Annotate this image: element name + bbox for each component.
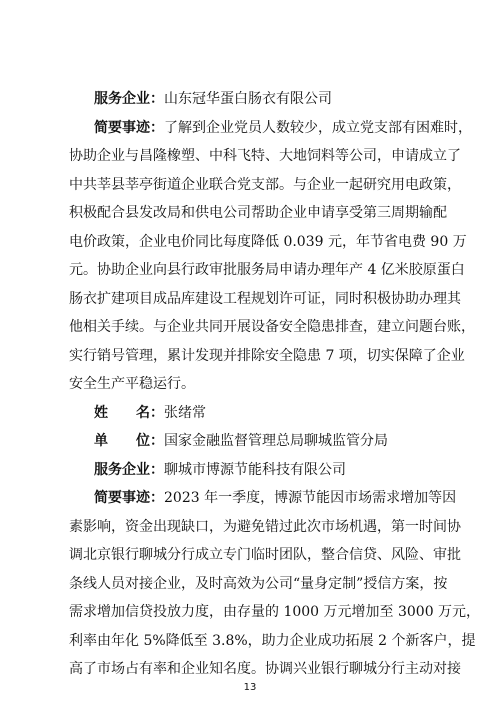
summary-line: 了解到企业党员人数较少，成立党支部有困难时，: [164, 120, 472, 136]
summary-line: 高了市场占有率和企业知名度。协调兴业银行聊城分行主动对接: [69, 661, 461, 677]
summary-label: 简要事迹：: [94, 120, 164, 136]
summary-line: 利率由年化 5%降低至 3.8%，助力企业成功拓展 2 个新客户，提: [69, 633, 476, 649]
summary-line: 素影响，资金出现缺口，为避免错过此次市场机遇，第一时间协: [69, 519, 461, 535]
service-enterprise-label: 服务企业：: [94, 91, 164, 107]
summary-line: 需求增加信贷投放力度，由存量的 1000 万元增加至 3000 万元，: [69, 604, 481, 620]
name-value: 张绪常: [164, 405, 206, 421]
summary-line: 2023 年一季度，博源节能因市场需求增加等因: [164, 490, 457, 506]
summary-line: 电价政策，企业电价同比每度降低 0.039 元，年节省电费 90 万: [69, 234, 467, 250]
summary-line: 肠衣扩建项目成品库建设工程规划许可证，同时积极协助办理其: [69, 291, 461, 307]
summary-line: 协助企业与昌隆橡塑、中科飞特、大地饲料等公司，申请成立了: [69, 148, 461, 164]
summary-line: 安全生产平稳运行。: [69, 376, 195, 392]
summary-line: 积极配合县发改局和供电公司帮助企业申请享受第三周期输配: [69, 205, 447, 221]
unit-label: 单 位：: [94, 433, 164, 449]
summary-line: 元。协助企业向县行政审批服务局申请办理年产 4 亿米胶原蛋白: [69, 262, 465, 278]
name-label: 姓 名：: [94, 405, 164, 421]
name-row: [94, 403, 441, 423]
service-enterprise-row: [94, 89, 441, 109]
service-enterprise-row: [94, 460, 441, 480]
summary-row: [94, 118, 472, 138]
service-enterprise-value: 聊城市博源节能科技有限公司: [164, 462, 346, 478]
service-enterprise-label: 服务企业：: [94, 462, 164, 478]
summary-line: 实行销号管理，累计发现并排除安全隐患 7 项，切实保障了企业: [69, 348, 465, 364]
unit-value: 国家金融监督管理总局聊城监管分局: [164, 433, 388, 449]
summary-label: 简要事迹：: [94, 490, 164, 506]
summary-line: 调北京银行聊城分行成立专门临时团队，整合信贷、风险、审批: [69, 547, 461, 563]
summary-line: 他相关手续。与企业共同开展设备安全隐患排查，建立问题台账，: [69, 319, 475, 335]
summary-line: 中共莘县莘亭街道企业联合党支部。与企业一起研究用电政策，: [69, 177, 461, 193]
summary-line: 条线人员对接企业，及时高效为公司“量身定制”授信方案，按: [69, 576, 448, 592]
unit-row: [94, 431, 441, 451]
summary-row: [94, 488, 457, 508]
service-enterprise-value: 山东冠华蛋白肠衣有限公司: [164, 91, 332, 107]
page-number: 13: [243, 682, 257, 693]
